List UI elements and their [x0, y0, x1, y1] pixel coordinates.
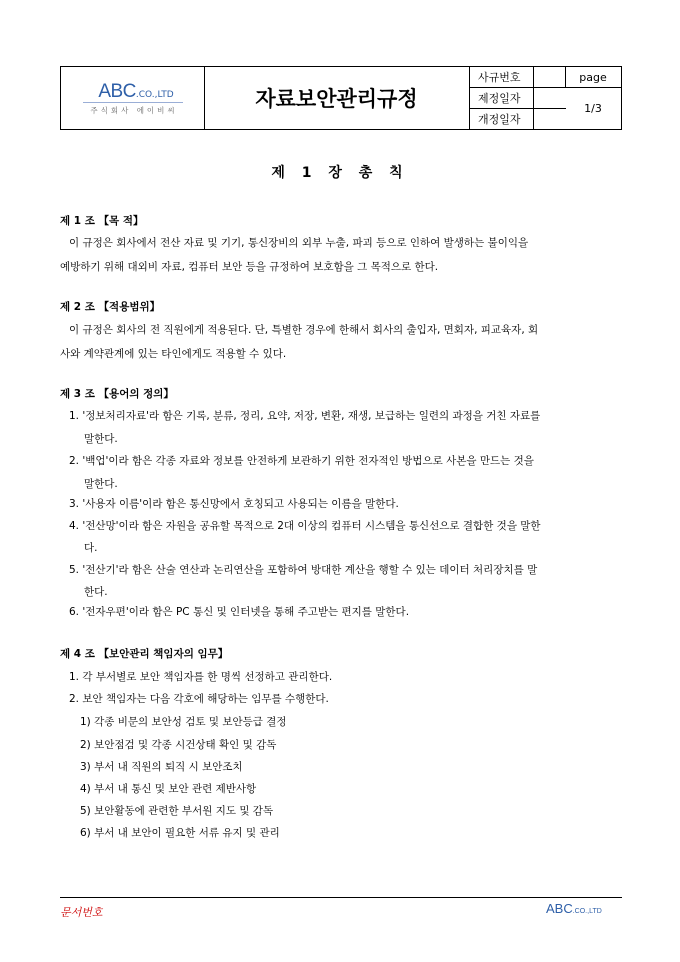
page-value: 1/3 — [584, 102, 602, 115]
definition-item: 3. '사용자 이름'이라 함은 통신망에서 호칭되고 사용되는 이름을 말한다. — [69, 498, 399, 510]
duty-subitem: 6) 부서 내 보안이 필요한 서류 유지 및 관리 — [80, 827, 280, 839]
document-title: 자료보안관리규정 — [204, 67, 470, 129]
label-enact-date: 제정일자 — [470, 88, 534, 108]
logo-divider — [83, 102, 183, 103]
label-rule-number: 사규번호 — [470, 67, 534, 87]
definition-item: 5. '전산기'라 함은 산술 연산과 논리연산을 포함하여 방대한 계산을 행할 수 있는 데이터 처리장치를 말 — [69, 564, 538, 576]
page-label: page — [565, 67, 621, 88]
definition-item: 6. '전자우편'이라 함은 PC 통신 및 인터넷을 통해 주고받는 편지를 말한다. — [69, 606, 410, 618]
logo-main-text: ABC — [98, 81, 136, 102]
article-1-line: 예방하기 위해 대외비 자료, 컴퓨터 보안 등을 규정하여 보호함을 그 목적으로 한다. — [60, 261, 439, 273]
article-1-title: 제 1 조 【목 적】 — [60, 215, 144, 227]
article-1-line: 이 규정은 회사에서 전산 자료 및 기기, 통신장비의 외부 누출, 파괴 등으로 인하여 발생하는 불이익을 — [69, 237, 529, 249]
row-divider — [470, 87, 566, 88]
definition-item: 2. '백업'이라 함은 각종 자료와 정보를 안전하게 보관하기 위한 전자적인 방법으로 사본을 만드는 것을 — [69, 455, 534, 467]
duty-item: 1. 각 부서별로 보안 책임자를 한 명씩 선정하고 관리한다. — [69, 671, 333, 683]
definition-item: 4. '전산망'이라 함은 자원을 공유할 목적으로 2대 이상의 컴퓨터 시스템을 통신선으로 결합한 것을 말한 — [69, 520, 541, 532]
footer-divider — [60, 897, 622, 898]
article-2-title: 제 2 조 【적용범위】 — [60, 301, 161, 313]
footer-logo — [546, 901, 602, 916]
logo-subtitle: 주식회사 에이비씨 — [90, 106, 178, 115]
duty-item: 2. 보안 책임자는 다음 각호에 해당하는 임무를 수행한다. — [69, 693, 329, 705]
article-2-line: 이 규정은 회사의 전 직원에게 적용된다. 단, 특별한 경우에 한해서 회사의 출입자, 면회자, 피교육자, 회 — [69, 324, 539, 336]
document-header-table — [60, 66, 622, 130]
row-divider — [470, 108, 566, 109]
article-2-line: 사와 계약관계에 있는 타인에게도 적용할 수 있다. — [60, 348, 287, 360]
definition-item-cont: 말한다. — [84, 433, 118, 445]
company-logo — [81, 81, 191, 103]
logo-co-text: .CO.,LTD — [135, 90, 174, 100]
definition-item-cont: 다. — [84, 542, 98, 554]
duty-subitem: 4) 부서 내 통신 및 보안 관련 제반사항 — [80, 783, 257, 795]
chapter-heading: 제 1 장 총 칙 — [271, 165, 409, 181]
value-rule-number — [535, 67, 566, 87]
duty-subitem: 1) 각종 비문의 보안성 검토 및 보안등급 결정 — [80, 716, 287, 728]
article-3-title: 제 3 조 【용어의 정의】 — [60, 388, 174, 400]
definition-item-cont: 한다. — [84, 586, 108, 598]
definition-item-cont: 말한다. — [84, 478, 118, 490]
footer-logo-main: ABC — [546, 901, 573, 916]
page-column — [565, 67, 621, 129]
duty-subitem: 5) 보안활동에 관련한 부서원 지도 및 감독 — [80, 805, 274, 817]
document-number-label: 문서번호 — [60, 906, 103, 919]
definition-item: 1. '정보처리자료'라 함은 기록, 분류, 정리, 요약, 저장, 변환, 재생, 보급하는 일련의 과정을 거친 자료를 — [69, 410, 541, 422]
duty-subitem: 2) 보안점검 및 각종 시건상태 확인 및 감독 — [80, 739, 277, 751]
label-revision-date: 개정일자 — [470, 109, 534, 129]
logo-cell — [61, 67, 205, 129]
duty-subitem: 3) 부서 내 직원의 퇴직 시 보안조치 — [80, 761, 243, 773]
article-4-title: 제 4 조 【보안관리 책임자의 임무】 — [60, 648, 229, 660]
footer-logo-co: .CO.,LTD — [572, 908, 602, 915]
